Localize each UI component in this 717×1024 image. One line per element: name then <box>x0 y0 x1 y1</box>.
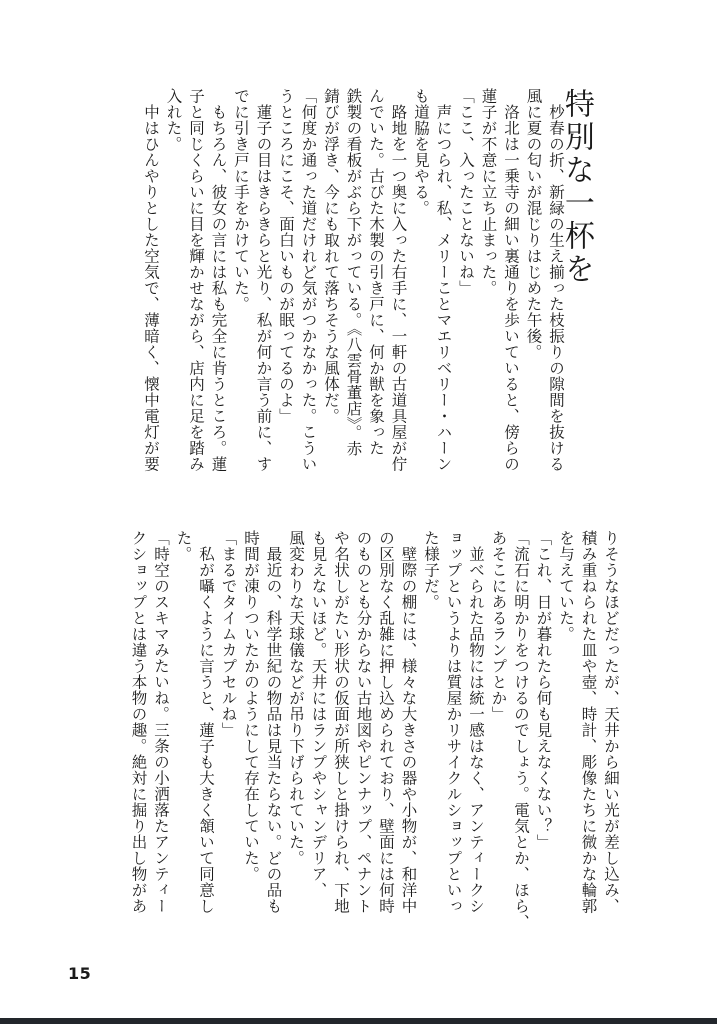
bottom-bar <box>0 1018 717 1024</box>
chapter-title: 特別な一杯を <box>558 88 594 286</box>
top-text-block: 杪春の折、新緑の生え揃った枝振りの隙間を抜ける 風に夏の匂いが混じりはじめた午後。 洛北は一乗寺の細い裏通りを歩いていると、傍らの 蓮子が不意に立ち止まった。 「ここ、入ったことないね」 声につられ、私、メリーことマエリベリー・ハーン も道脇を見やる。 路地を一つ奥に入った右手に、一軒の古道具屋が佇 んでいた。古びた木製の引き戸に、何か獣を象った 鉄製の看板がぶら下がっている。《八雲骨董店》。赤 錆びが浮き、今にも取れて落ちそうな風体だ。 「何度か通った道だけれど気がつかなかった。こうい うところにこそ、面白いものが眠ってるのよ」 蓮子の目はきらきらと光り、私が何か言う前に、す でに引き戸に手をかけていた。 もちろん、彼女の言には私も完全に肯うところ。蓮 子と同じくらいに目を輝かせながら、店内に足を踏み 入れた。 中はひんやりとした空気で、薄暗く、懐中電灯が要 <box>142 88 565 472</box>
bottom-text-block: りそうなほどだったが、天井から細い光が差し込み、 積み重ねられた皿や壺、時計、彫像たちに微かな輪郭 を与えていた。 「これ、日が暮れたら何も見えなくない？」 「流石に明かりをつけるのでしょう。電気とか、ほら、 あそこにあるランプとか」 並べられた品物には統一感はなく、アンティークシ ョップというよりは質屋かリサイクルショップといっ た様子だ。 壁際の棚には、様々な大きさの器や小物が、和洋中 の区別なく乱雑に押し込められており、壁面には何時 のものとも分からない古地図やピンナップ、ペナント や名状しがたい形状の仮面が所狭しと掛けられ、下地 も見えないほど。天井にはランプやシャンデリア、 風変わりな天球儀などが吊り下げられていた。 最近の、科学世紀の物品は見当たらない。どの品も 時間が凍りついたかのようにして存在していた。 「まるでタイムカプセルね」 私が囁くように言うと、蓮子も大きく頷いて同意し た。 「時空のスキマみたいね。三条の小洒落たアンティー クショップとは違う本物の趣。絶対に掘り出し物があ <box>129 530 620 930</box>
page-number: 15 <box>68 964 92 983</box>
